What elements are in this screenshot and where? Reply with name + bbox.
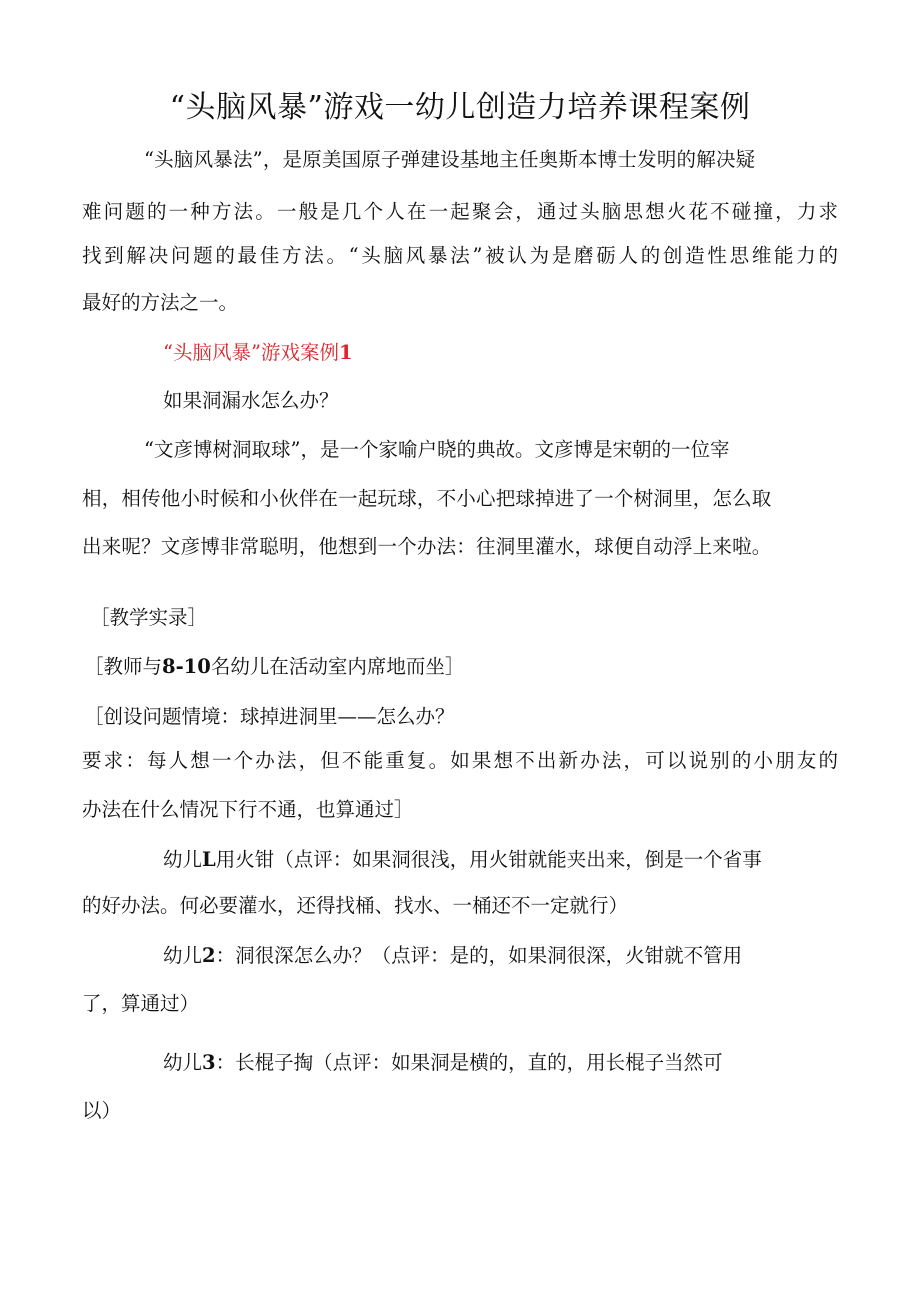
case-heading-text: “头脑风暴”游戏案例: [163, 341, 339, 364]
child2-id: 2: [202, 944, 216, 967]
child3-line-1: [163, 1050, 723, 1076]
child1-line-1: [163, 847, 762, 873]
child2-line-1: [163, 943, 742, 969]
requirement-line-1: 要求：每人想一个办法，但不能重复。如果想不出新办法，可以说别的小朋友的: [82, 749, 838, 772]
record-label: ［教学实录］: [90, 606, 208, 629]
child3-label: 幼儿: [163, 1051, 203, 1074]
teacher-line-before: ［教师与: [84, 655, 163, 678]
intro-line-4: 最好的方法之一。: [82, 291, 239, 314]
intro-line-1: “头脑风暴法”，是原美国原子弹建设基地主任奥斯本博士发明的解决疑: [144, 148, 756, 171]
child3-text: ：长棍子掏（点评：如果洞是横的，直的，用长棍子当然可: [215, 1051, 723, 1074]
page-title: “头脑风暴”游戏一幼儿创造力培养课程案例: [169, 90, 751, 125]
intro-line-2: 难问题的一种方法。一般是几个人在一起聚会，通过头脑思想火花不碰撞，力求: [82, 200, 838, 223]
child2-line-2: 了，算通过）: [82, 992, 200, 1015]
requirement-line-2: 办法在什么情况下行不通，也算通过］: [82, 798, 414, 821]
case-question: 如果洞漏水怎么办？: [163, 389, 339, 412]
story-line-3: 出来呢？文彦博非常聪明，他想到一个办法：往洞里灌水，球便自动浮上来啦。: [82, 535, 772, 558]
teacher-line: [84, 654, 464, 680]
child1-id: L: [202, 848, 216, 871]
child3-line-2: 以）: [82, 1099, 122, 1122]
teacher-line-after: 名幼儿在活动室内席地而坐］: [210, 655, 465, 678]
situation-line: ［创设问题情境：球掉进洞里——怎么办？: [84, 705, 455, 728]
child1-text: 用火钳（点评：如果洞很浅，用火钳就能夹出来，倒是一个省事: [215, 848, 762, 871]
case-heading-number: 1: [338, 341, 353, 364]
intro-line-3: 找到解决问题的最佳方法。“头脑风暴法”被认为是磨砺人的创造性思维能力的: [82, 244, 838, 267]
teacher-line-number: 8-10: [162, 655, 211, 678]
child1-label: 幼儿: [163, 848, 203, 871]
child2-text: ：洞很深怎么办？（点评：是的，如果洞很深，火钳就不管用: [215, 944, 743, 967]
story-line-1: “文彦博树洞取球”，是一个家喻户晓的典故。文彦博是宋朝的一位宰: [144, 438, 730, 461]
story-line-2: 相，相传他小时候和小伙伴在一起玩球，不小心把球掉进了一个树洞里，怎么取: [82, 487, 772, 510]
child1-line-2: 的好办法。何必要灌水，还得找桶、找水、一桶还不一定就行）: [82, 894, 629, 917]
case-heading: [163, 340, 353, 366]
child3-id: 3: [202, 1051, 216, 1074]
child2-label: 幼儿: [163, 944, 203, 967]
